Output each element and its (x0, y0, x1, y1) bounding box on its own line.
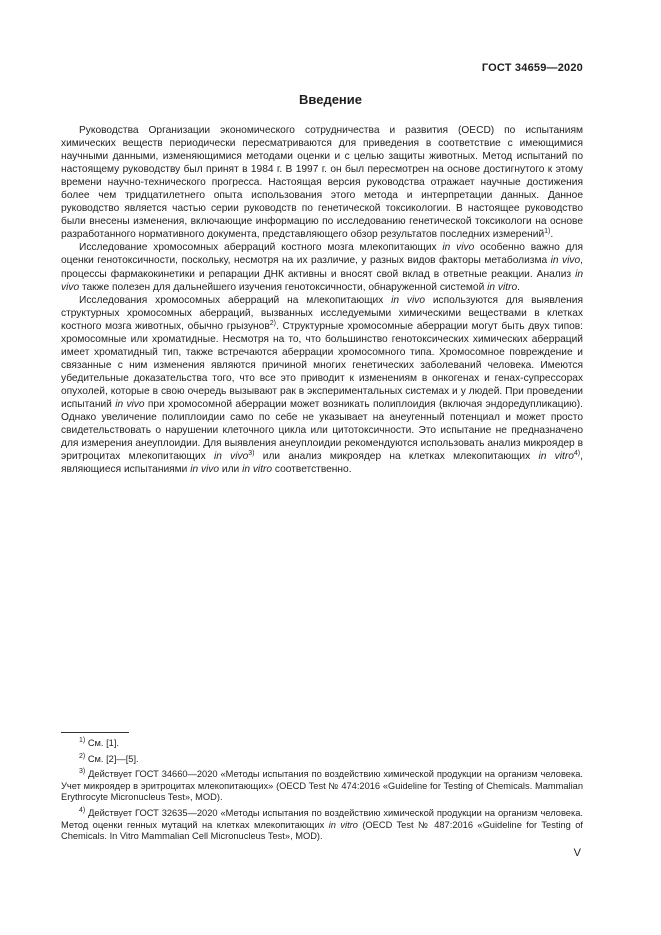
text-run: Исследование хромосомных аберраций костного мозга млекопитающих (79, 242, 443, 254)
footnote-ref: 3) (79, 768, 86, 776)
text-run: Исследования хромосомных аберраций на млекопитающих (79, 294, 392, 306)
text-run: См. [1]. (85, 738, 120, 748)
footnote-ref: 1) (544, 228, 551, 236)
italic-term: in vitro (328, 819, 358, 830)
text-run: . (517, 281, 520, 293)
italic-term: in vitro (487, 281, 518, 293)
footnote-ref: 2) (79, 752, 86, 760)
text-run: особенно важно для оценки генотоксичности, поскольку, несмотря на их различие, у разных видов факторы метаболизма (61, 242, 583, 267)
text-run: или анализ микроядер на клетках млекопитающих (254, 451, 539, 463)
paragraph (61, 294, 583, 477)
text-run: используются для выявления структурных хромосомных аберраций, вызванных исследуемыми химическими веществами в клетках костного мозга животных, обычно грызунов (61, 294, 583, 332)
italic-term: in vitro (538, 451, 574, 463)
text-run: соответственно. (272, 464, 352, 476)
italic-term: in vivo (61, 268, 583, 293)
text-run: . (550, 229, 554, 241)
text-run: (OECD Test № 487:2016 «Guideline for Testing of Chemicals. In Vitro Mammalian Cell Micronucleus Test», MOD). (61, 819, 583, 842)
footnote-ref: 4) (79, 806, 86, 814)
paragraph (61, 241, 583, 293)
text-run: Действует ГОСТ 34660—2020 «Методы испытания по воздействию химической продукции на организм человека. Учет микроядер в эритроцитах млекопитающих» (OECD Test № 474:2016 «Guideline for Testing of Chemicals. Mammalian Erythrocyte Micronucleus Test», MOD). (61, 769, 583, 803)
standard-code: ГОСТ 34659—2020 (481, 62, 583, 74)
footnote (61, 754, 583, 766)
paragraph (61, 124, 583, 241)
text-run: См. [2]—[5]. (85, 753, 139, 764)
text-run: . Структурные хромосомные аберрации могут быть двух типов: хромосомные или хроматидные. Несмотря на то, что большинство генотоксических химических аберраций имеет хроматидный тип, также встречаются аберрации хромосомного типа. Хромосомное повреждение и связанные с ним изменения являются причиной многих генетических заболеваний человека. Имеются убедительные доказательства того, что все это приводит к изменениям в онкогенах и генах-супрессорах опухолей, которые в свою очередь вызывают рак в экспериментальных системах и у людей. При проведении испытаний (61, 320, 583, 410)
footnote (61, 769, 583, 804)
text-run: Действует ГОСТ 32635—2020 «Методы испытания по воздействию химической продукции на организм человека. Метод оценки генных мутаций на клетках млекопитающих (61, 807, 583, 830)
italic-term: in vivo (442, 242, 475, 254)
footnote (61, 808, 583, 843)
text-run: также полезен для дальнейшего изучения генотоксичности, обнаруженной системой (79, 281, 488, 293)
italic-term: in vivo (213, 451, 249, 463)
footnotes (61, 738, 583, 847)
footnote-ref: 4) (573, 450, 581, 458)
text-run: , процессы фармакокинетики и репарации ДНК активны и вносят свой вклад в ответные реакции. Анализ (61, 255, 583, 280)
body-text (61, 124, 583, 476)
italic-term: in vivo (550, 255, 581, 267)
footnote-ref: 1) (79, 737, 86, 744)
italic-term: in vitro (242, 464, 273, 476)
page-number: V (573, 847, 581, 859)
footnote-ref: 3) (248, 450, 255, 458)
italic-term: in vivo (115, 398, 145, 410)
page-title: Введение (299, 92, 362, 107)
italic-term: in vivo (190, 464, 220, 476)
text-run: Руководства Организации экономического сотрудничества и развития (OECD) по испытаниям химических веществ периодически пересматриваются для приведения в соответствие с имеющимися научными данными, изменяющимися методами оценки и с целью защиты животных. Метод испытаний по настоящему руководству был принят в 1984 г. В 1997 г. он был пересмотрен на основе достигнутого к этому времени научно-технического прогресса. Настоящая версия руководства отражает научные достижения более чем тридцатилетнего опыта использования этого метода и интерпретации данных. Данное руководство является частью серии руководств по генетической токсикологии. В настоящее руководство были внесены изменения, включающие информацию по исследованию генетической токсикологи на основе разработанного нормативного документа, представляющего обзор результатов последних измерений (61, 125, 583, 241)
text-run: , являющиеся испытаниями (61, 451, 583, 476)
footnote-divider (61, 732, 129, 733)
text-run: или (219, 464, 243, 476)
footnote-ref: 2) (269, 319, 276, 327)
footnote (61, 738, 583, 750)
italic-term: in vivo (391, 294, 425, 306)
text-run: при хромосомной аберрации может возникать полиплоидия (включая эндоредупликацию). Однако увеличение полиплоидии само по себе не указывает на анеугенный потенциал и может просто свидетельствовать о нарушении клеточного цикла или цитотоксичности. Это испытание не предназначено для измерения анеуплоидии. Для выявления анеуплоидии рекомендуются использовать анализ микроядер в эритроцитах млекопитающих (61, 398, 583, 463)
